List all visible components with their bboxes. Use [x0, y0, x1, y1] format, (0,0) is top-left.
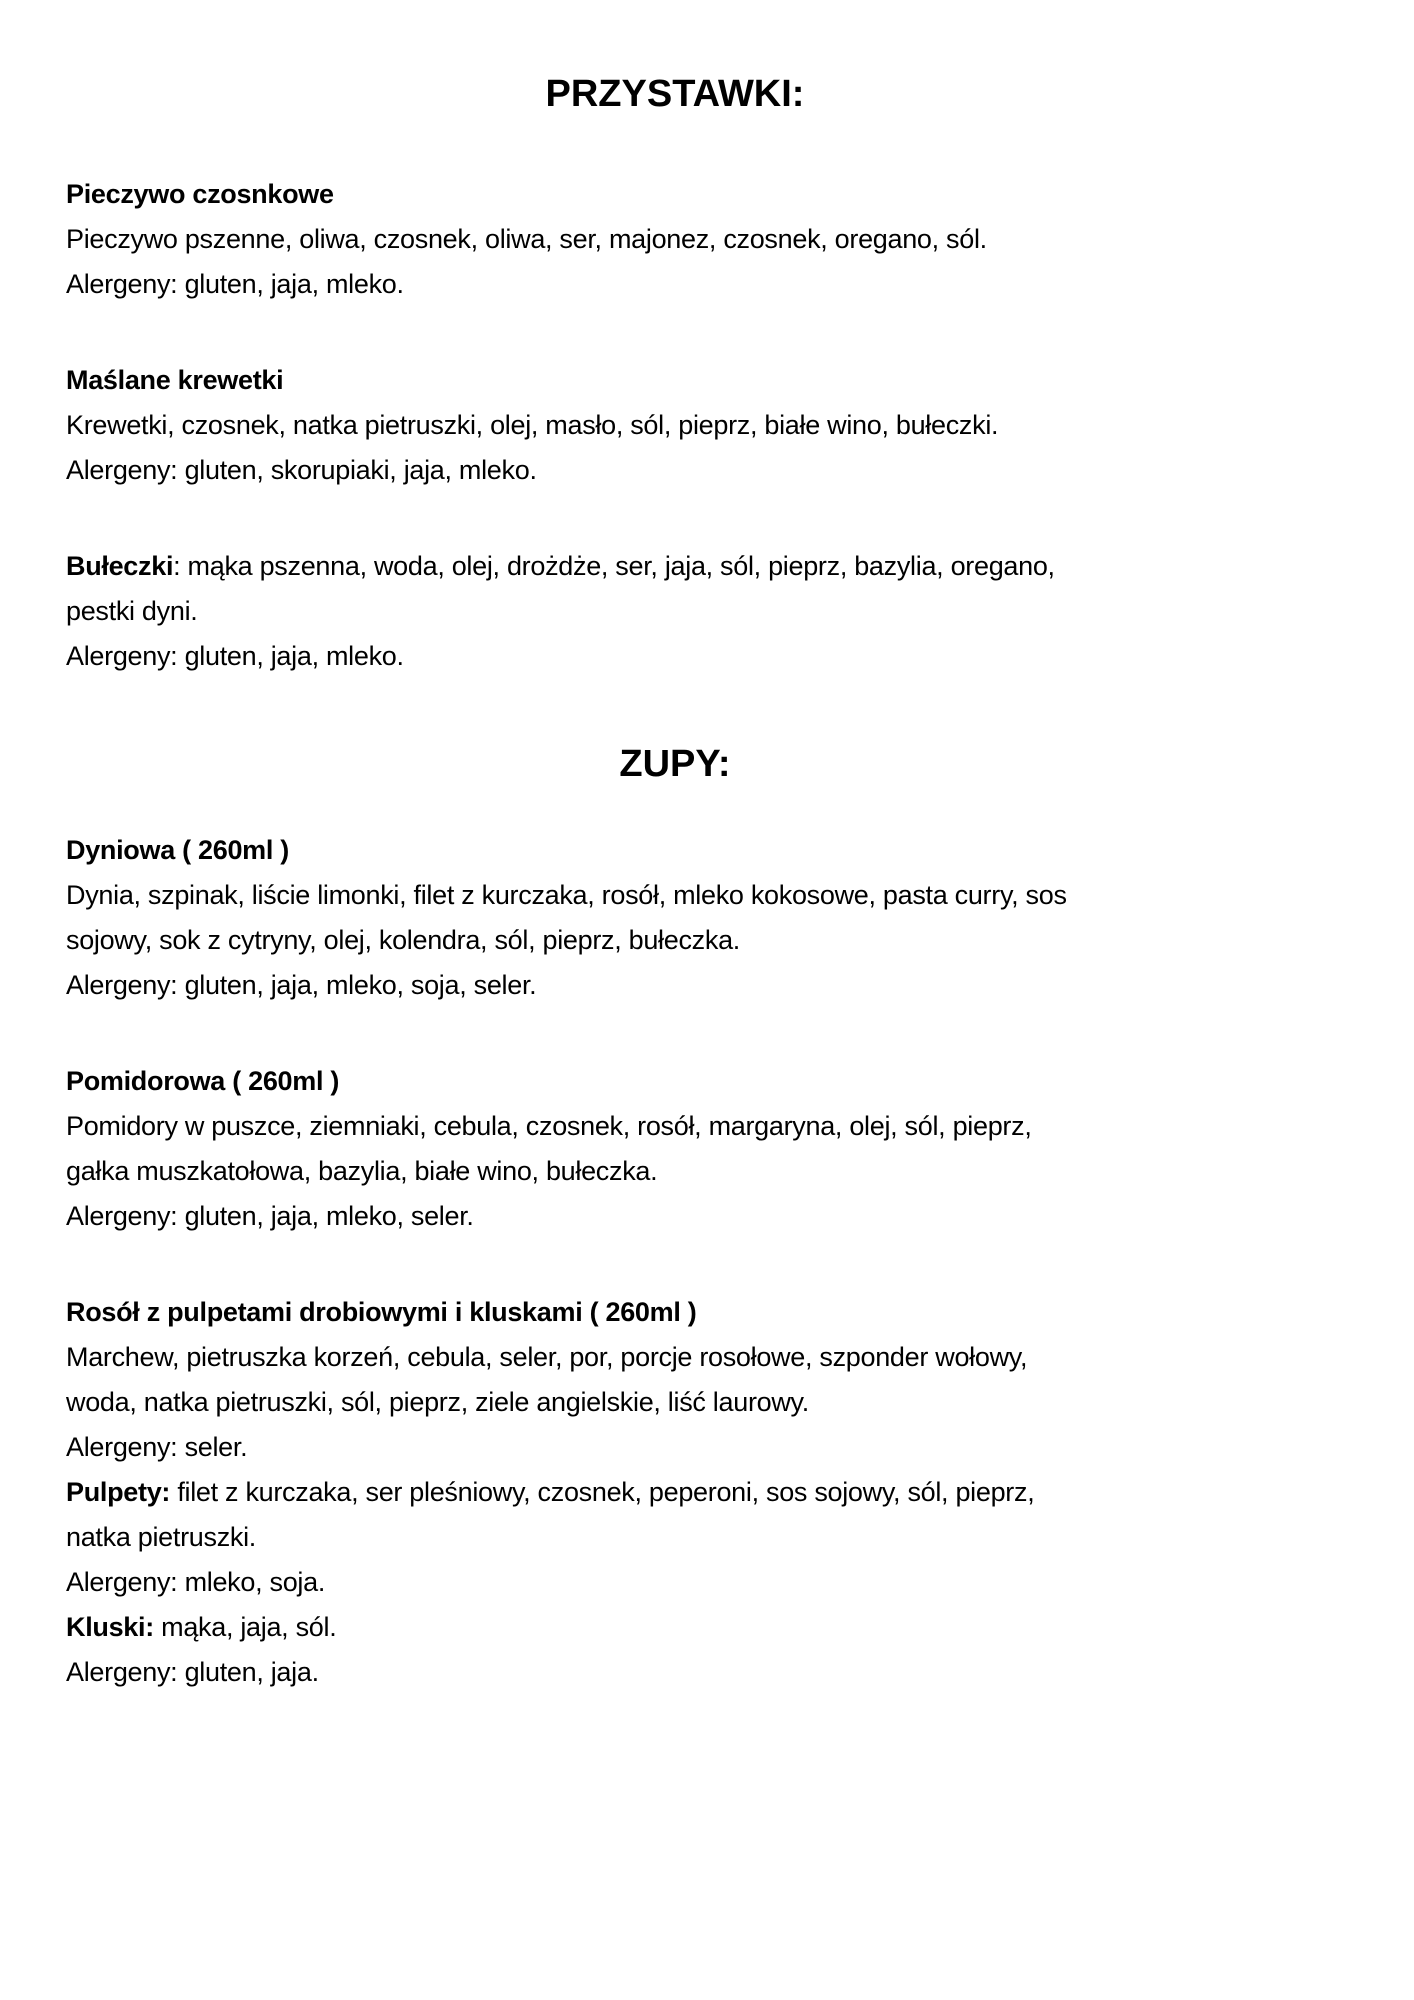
dish-name: Maślane krewetki — [66, 365, 284, 395]
dish-name-line — [66, 358, 1284, 403]
ingredients-line — [66, 217, 1284, 262]
ingredients-text: pestki dyni. — [66, 596, 198, 626]
ingredients-text: Dynia, szpinak, liście limonki, filet z kurczaka, rosół, mleko kokosowe, pasta curry, sos — [66, 880, 1067, 910]
allergens-text: Alergeny: gluten, jaja, mleko, soja, seler. — [66, 970, 537, 1000]
section-przystawki — [66, 70, 1284, 679]
component-name: Kluski: — [66, 1612, 154, 1642]
dish-name: Dyniowa ( 260ml ) — [66, 835, 289, 865]
ingredients-line — [66, 544, 1284, 589]
menu-item-buleczki — [66, 544, 1284, 679]
ingredients-text: Marchew, pietruszka korzeń, cebula, seler, por, porcje rosołowe, szponder wołowy, — [66, 1342, 1028, 1372]
dish-name: Rosół z pulpetami drobiowymi i kluskami ( 260ml ) — [66, 1297, 697, 1327]
ingredients-line — [66, 589, 1284, 634]
section-title-zupy: ZUPY: — [619, 743, 731, 785]
ingredients-text: woda, natka pietruszki, sól, pieprz, ziele angielskie, liść laurowy. — [66, 1387, 809, 1417]
ingredients-line — [66, 918, 1284, 963]
menu-item-rosol-z-pulpetami — [66, 1290, 1284, 1695]
ingredients-line — [66, 1335, 1284, 1380]
allergens-line — [66, 262, 1284, 307]
allergens-line — [66, 963, 1284, 1008]
ingredients-line — [66, 1515, 1284, 1560]
ingredients-line — [66, 873, 1284, 918]
allergens-text: Alergeny: gluten, jaja, mleko, seler. — [66, 1201, 474, 1231]
allergens-line — [66, 1194, 1284, 1239]
ingredients-line — [66, 1149, 1284, 1194]
menu-item-pieczywo-czosnkowe — [66, 172, 1284, 307]
ingredients-text: mąka, jaja, sól. — [153, 1612, 337, 1642]
allergens-line — [66, 634, 1284, 679]
ingredients-text: filet z kurczaka, ser pleśniowy, czosnek, peperoni, sos sojowy, sól, pieprz, — [170, 1477, 1035, 1507]
ingredients-text: sojowy, sok z cytryny, olej, kolendra, sól, pieprz, bułeczka. — [66, 925, 740, 955]
dish-name: Bułeczki — [66, 551, 174, 581]
dish-name-line — [66, 828, 1284, 873]
ingredients-line — [66, 1470, 1284, 1515]
ingredients-text: Pomidory w puszce, ziemniaki, cebula, czosnek, rosół, margaryna, olej, sól, pieprz, — [66, 1111, 1032, 1141]
ingredients-line — [66, 403, 1284, 448]
ingredients-line — [66, 1104, 1284, 1149]
allergens-text: Alergeny: gluten, jaja. — [66, 1657, 319, 1687]
menu-item-pomidorowa — [66, 1059, 1284, 1239]
menu-item-dyniowa — [66, 828, 1284, 1008]
dish-name: Pieczywo czosnkowe — [66, 179, 334, 209]
ingredients-line — [66, 1380, 1284, 1425]
allergens-text: Alergeny: gluten, jaja, mleko. — [66, 269, 404, 299]
allergens-text: Alergeny: seler. — [66, 1432, 248, 1462]
menu-item-maslane-krewetki — [66, 358, 1284, 493]
ingredients-text: gałka muszkatołowa, bazylia, białe wino, bułeczka. — [66, 1156, 658, 1186]
allergens-text: Alergeny: gluten, skorupiaki, jaja, mleko. — [66, 455, 537, 485]
allergens-line — [66, 1650, 1284, 1695]
allergens-line — [66, 1560, 1284, 1605]
allergens-text: Alergeny: gluten, jaja, mleko. — [66, 641, 404, 671]
ingredients-text: Pieczywo pszenne, oliwa, czosnek, oliwa, ser, majonez, czosnek, oregano, sól. — [66, 224, 987, 254]
dish-name-line — [66, 172, 1284, 217]
allergens-text: Alergeny: mleko, soja. — [66, 1567, 326, 1597]
dish-name: Pomidorowa ( 260ml ) — [66, 1066, 340, 1096]
dish-name-line — [66, 1290, 1284, 1335]
ingredients-text: Krewetki, czosnek, natka pietruszki, olej, masło, sól, pieprz, białe wino, bułeczki. — [66, 410, 999, 440]
allergens-line — [66, 448, 1284, 493]
section-title-przystawki: PRZYSTAWKI: — [545, 73, 805, 115]
allergens-line — [66, 1425, 1284, 1470]
ingredients-text: : mąka pszenna, woda, olej, drożdże, ser, jaja, sól, pieprz, bazylia, oregano, — [173, 551, 1055, 581]
component-name: Pulpety: — [66, 1477, 171, 1507]
section-zupy — [66, 740, 1284, 1695]
ingredients-text: natka pietruszki. — [66, 1522, 256, 1552]
dish-name-line — [66, 1059, 1284, 1104]
ingredients-line — [66, 1605, 1284, 1650]
